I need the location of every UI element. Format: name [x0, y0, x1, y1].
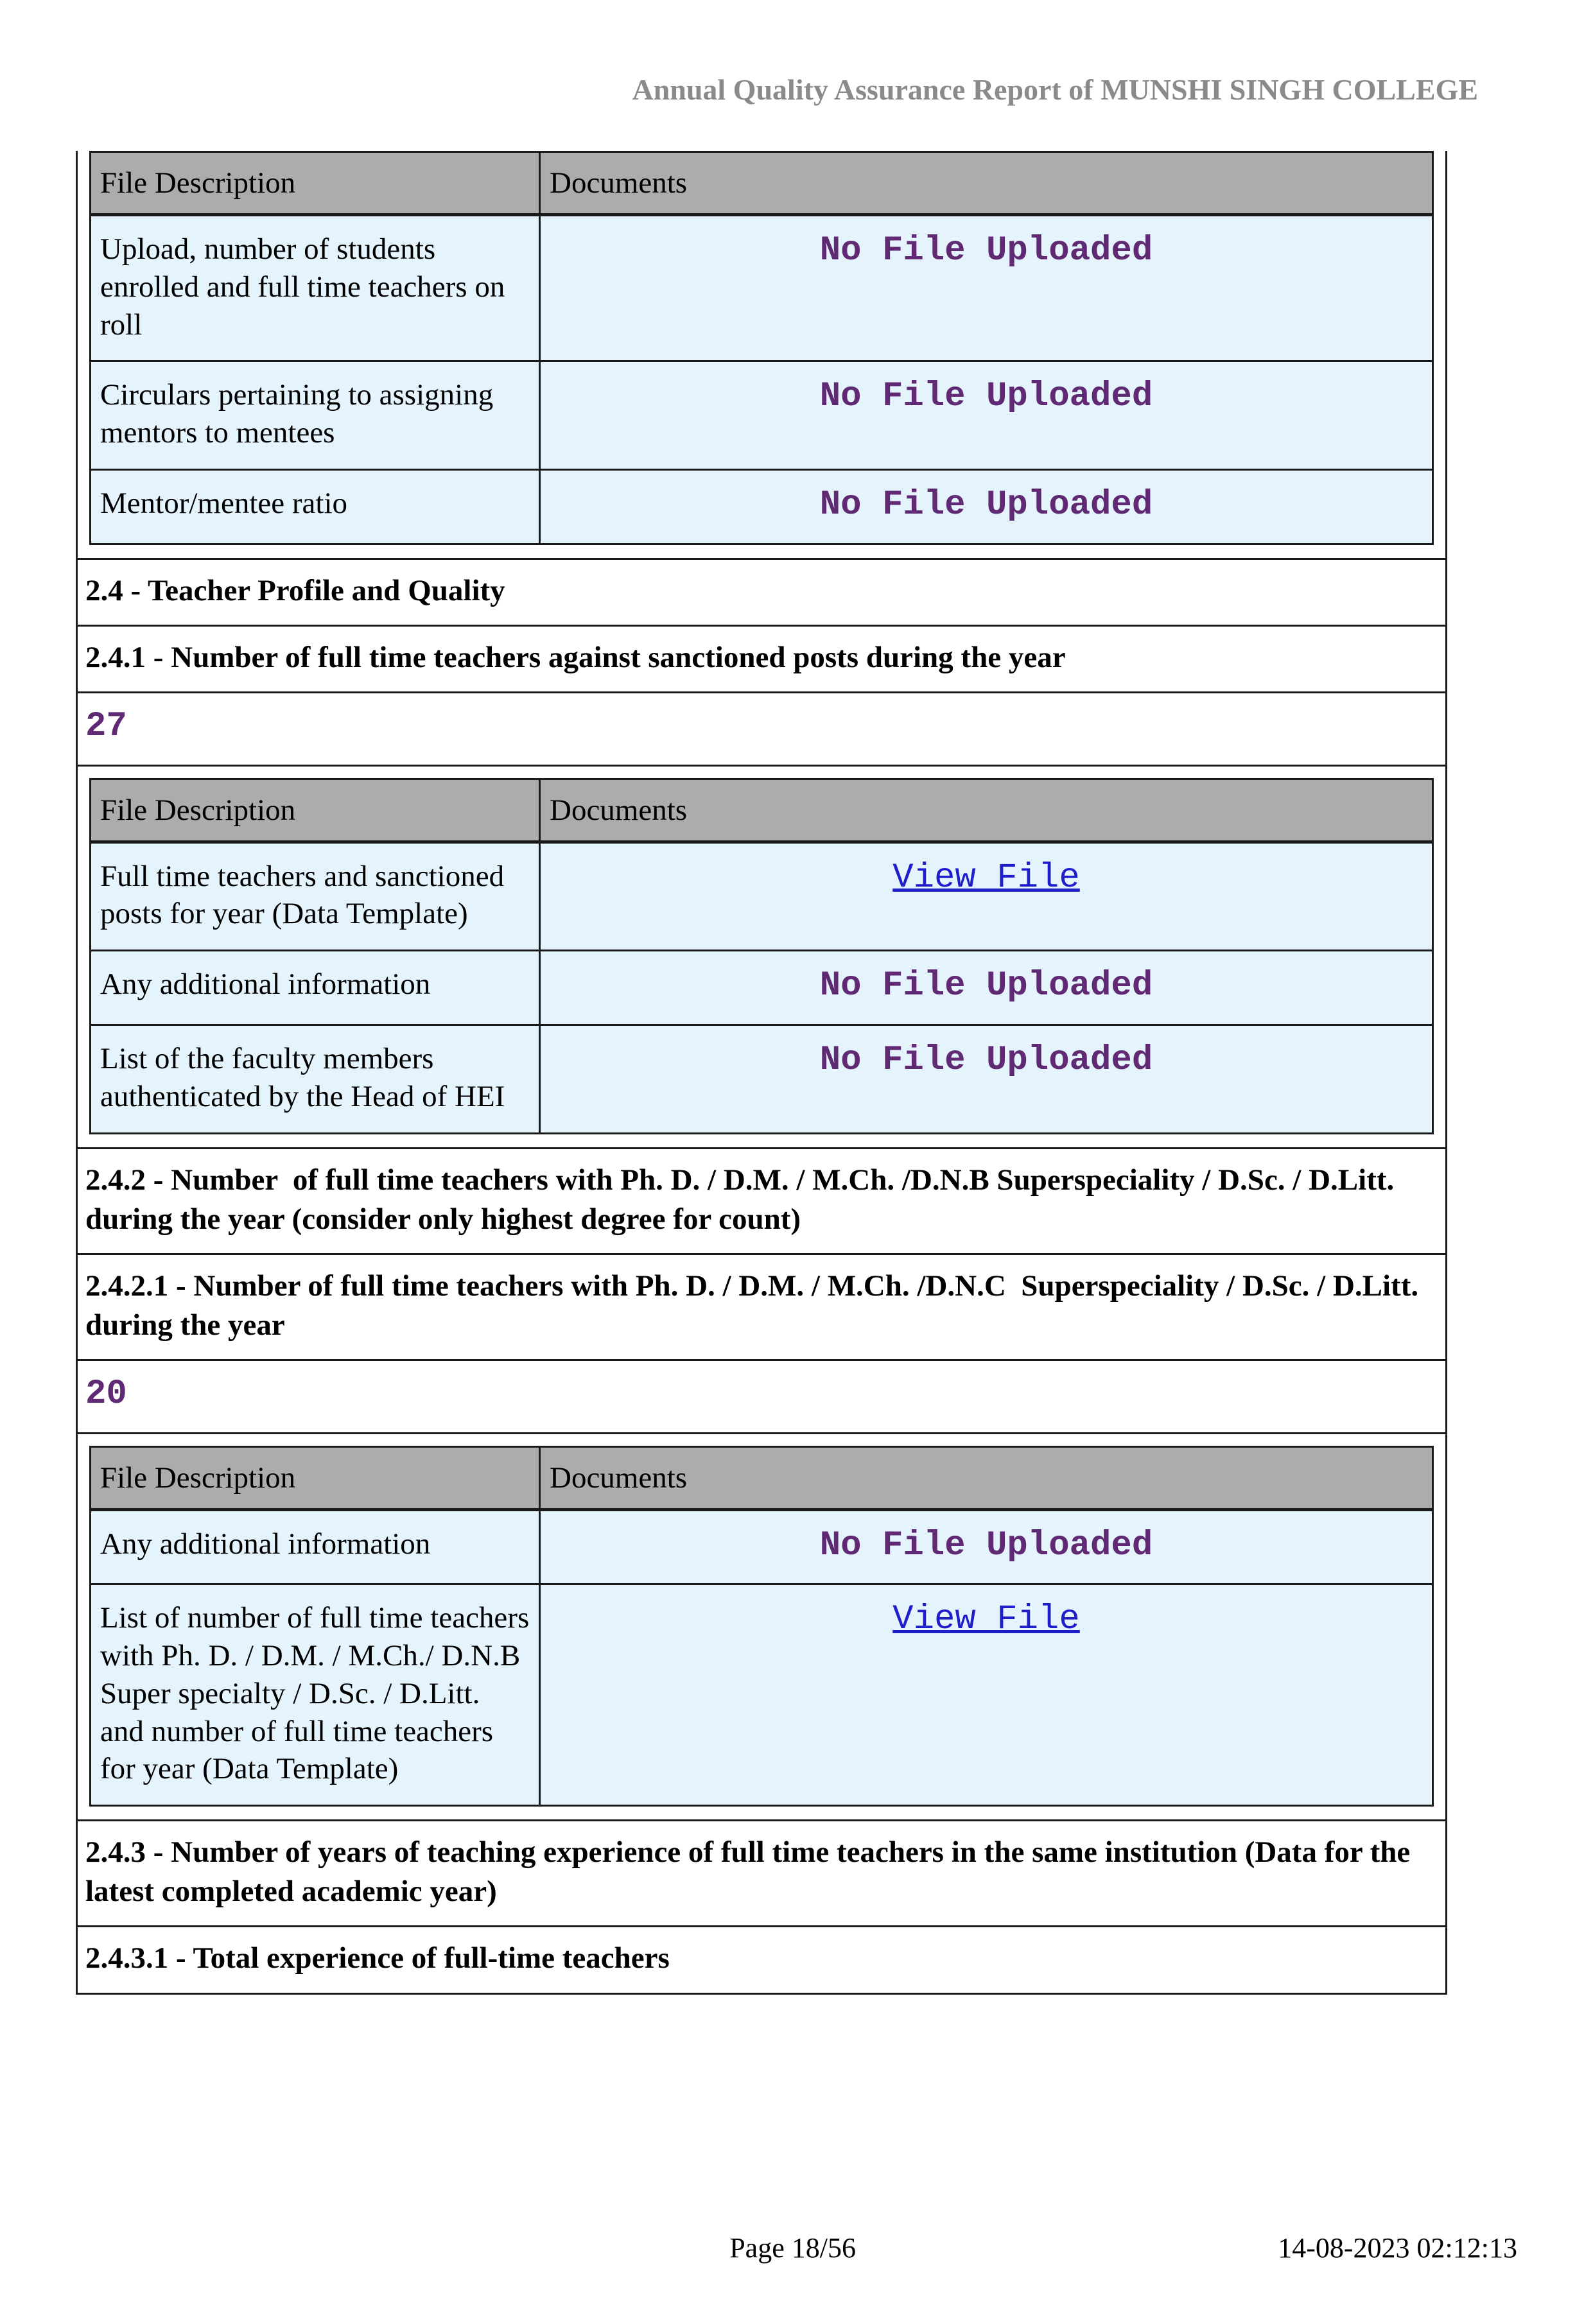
view-file-link[interactable]: View File: [892, 858, 1080, 898]
column-header-documents: Documents: [540, 1446, 1433, 1509]
table-header-row: [91, 1446, 1433, 1509]
table-row: [91, 215, 1433, 361]
metric-value-text: 20: [85, 1374, 127, 1414]
section-heading-2-4: 2.4 - Teacher Profile and Quality: [78, 558, 1445, 625]
file-description-cell: Full time teachers and sanctioned posts for year (Data Template): [91, 842, 540, 951]
document-cell: [540, 842, 1433, 951]
file-description-cell: List of number of full time teachers with Ph. D. / D.M. / M.Ch./ D.N.B Super specialty / D.Sc. / D.Litt. and number of full time teachers for year (Data Template): [91, 1584, 540, 1806]
metric-value-2-4-1: [78, 691, 1445, 765]
table-row: [91, 361, 1433, 470]
table-header-row: [91, 152, 1433, 215]
metric-value-2-4-2-1: [78, 1359, 1445, 1432]
file-description-cell: List of the faculty members authenticated by the Head of HEI: [91, 1025, 540, 1134]
file-description-cell: Any additional information: [91, 1509, 540, 1584]
file-description-cell: Mentor/mentee ratio: [91, 469, 540, 544]
table-row: [91, 1509, 1433, 1584]
report-body: [76, 151, 1447, 1994]
document-cell: [540, 361, 1433, 470]
table-row: [91, 1584, 1433, 1806]
file-table-1: [89, 151, 1434, 545]
table-row: [91, 469, 1433, 544]
no-file-uploaded-text: No File Uploaded: [819, 485, 1153, 525]
table-row: [91, 842, 1433, 951]
section-heading-2-4-3: 2.4.3 - Number of years of teaching experience of full time teachers in the same institution (Data for the latest completed academic year): [78, 1819, 1445, 1925]
section-heading-2-4-3-1: 2.4.3.1 - Total experience of full-time teachers: [78, 1925, 1445, 1992]
no-file-uploaded-text: No File Uploaded: [819, 966, 1153, 1006]
metric-value-text: 27: [85, 706, 127, 746]
document-cell: [540, 1584, 1433, 1806]
document-cell: [540, 469, 1433, 544]
document-cell: [540, 1025, 1433, 1134]
document-cell: [540, 215, 1433, 361]
table-row: [91, 1025, 1433, 1134]
file-table-section-3: [78, 1432, 1445, 1820]
column-header-file-description: File Description: [91, 779, 540, 842]
file-table-2: [89, 778, 1434, 1134]
file-table-3: [89, 1446, 1434, 1807]
file-description-cell: Circulars pertaining to assigning mentors to mentees: [91, 361, 540, 470]
column-header-documents: Documents: [540, 779, 1433, 842]
no-file-uploaded-text: No File Uploaded: [819, 377, 1153, 417]
report-title: Annual Quality Assurance Report of MUNSHI SINGH COLLEGE: [632, 73, 1478, 106]
file-table-section-1: [78, 151, 1445, 558]
no-file-uploaded-text: No File Uploaded: [819, 1525, 1153, 1565]
document-cell: [540, 951, 1433, 1025]
section-heading-2-4-1: 2.4.1 - Number of full time teachers against sanctioned posts during the year: [78, 625, 1445, 691]
view-file-link[interactable]: View File: [892, 1600, 1080, 1640]
no-file-uploaded-text: No File Uploaded: [819, 1041, 1153, 1080]
page-footer: [76, 2232, 1517, 2273]
column-header-file-description: File Description: [91, 1446, 540, 1509]
section-heading-2-4-2: 2.4.2 - Number of full time teachers with Ph. D. / D.M. / M.Ch. /D.N.B Superspeciality / D.Sc. / D.Litt. during the year (consider only highest degree for count): [78, 1147, 1445, 1253]
timestamp: 14-08-2023 02:12:13: [1278, 2232, 1517, 2264]
column-header-documents: Documents: [540, 152, 1433, 215]
page-number: Page 18/56: [729, 2232, 856, 2264]
document-cell: [540, 1509, 1433, 1584]
section-heading-2-4-2-1: 2.4.2.1 - Number of full time teachers with Ph. D. / D.M. / M.Ch. /D.N.C Superspeciality / D.Sc. / D.Litt. during the year: [78, 1253, 1445, 1359]
table-row: [91, 951, 1433, 1025]
no-file-uploaded-text: No File Uploaded: [819, 231, 1153, 271]
file-description-cell: Any additional information: [91, 951, 540, 1025]
file-table-section-2: [78, 765, 1445, 1147]
file-description-cell: Upload, number of students enrolled and full time teachers on roll: [91, 215, 540, 361]
table-header-row: [91, 779, 1433, 842]
column-header-file-description: File Description: [91, 152, 540, 215]
